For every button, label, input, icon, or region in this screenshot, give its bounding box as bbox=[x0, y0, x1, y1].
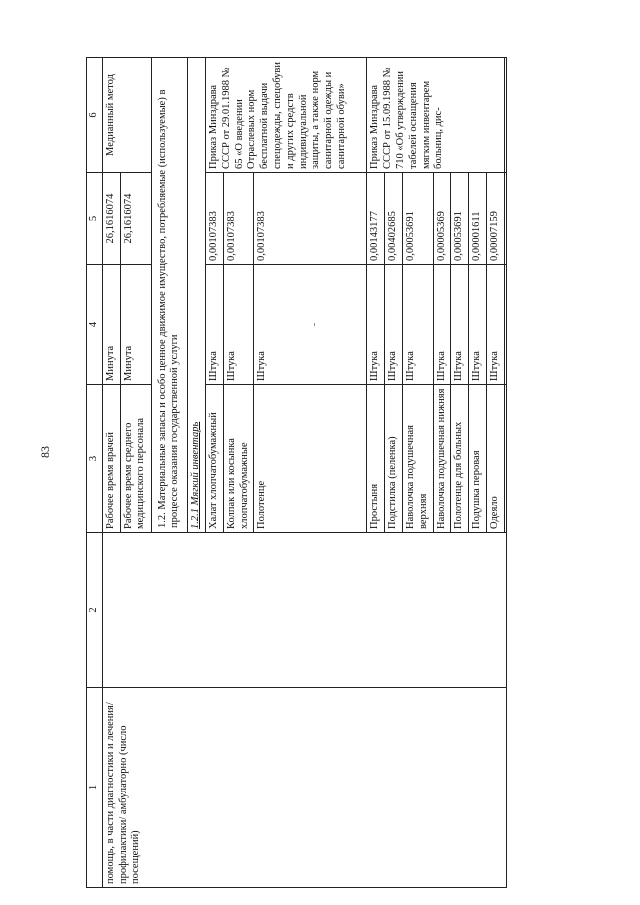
item-value: 0,00107383 bbox=[254, 173, 367, 265]
item-name: Подушка перовая bbox=[469, 385, 487, 533]
item-unit: Штука bbox=[451, 265, 469, 385]
item-value: 0,00007159 bbox=[486, 173, 504, 265]
filler-cell bbox=[504, 58, 506, 173]
item-name: Подстилка (пеленка) bbox=[385, 385, 403, 533]
item-unit: Штука bbox=[223, 265, 254, 385]
staff-value: 26,1616074 bbox=[102, 173, 120, 265]
item-unit: Штука bbox=[385, 265, 403, 385]
item-name: Наволочка подушечная верхняя bbox=[402, 385, 433, 533]
filler-cell bbox=[504, 173, 506, 265]
item-unit: Штука bbox=[402, 265, 433, 385]
method-cell: Приказ Минздрава СССР от 29.01.1988 № 65 «О введении Отраслевых норм бесплатной выдачи спецодежды, спецобуви и других средств индивидуальной защиты, а также норм санитарной одежды и санитарной обуви» bbox=[205, 58, 366, 173]
dash-mark: - bbox=[309, 322, 321, 327]
item-value: 0,00402685 bbox=[385, 173, 403, 265]
header-col-5: 5 bbox=[87, 173, 103, 265]
filler-cell bbox=[504, 385, 506, 533]
item-name: Полотенце bbox=[254, 385, 367, 533]
empty-col-2 bbox=[102, 533, 506, 688]
staff-unit: Минута bbox=[120, 265, 151, 385]
staff-value: 26,1616074 bbox=[120, 173, 151, 265]
item-unit: Штука bbox=[469, 265, 487, 385]
header-row bbox=[87, 58, 103, 888]
item-value: 0,00005369 bbox=[433, 173, 451, 265]
page-number: 83 bbox=[38, 446, 52, 458]
header-col-6: 6 bbox=[87, 58, 103, 173]
item-unit-text: Штука bbox=[256, 351, 268, 381]
item-unit: Штука bbox=[486, 265, 504, 385]
staff-name: Рабочее время врачей bbox=[102, 385, 120, 533]
item-value: 0,00053691 bbox=[451, 173, 469, 265]
header-col-2: 2 bbox=[87, 533, 103, 688]
item-name: Наволочка подушечная нижняя bbox=[433, 385, 451, 533]
item-name: Простыня bbox=[367, 385, 385, 533]
method-cell: Приказ Минздрава СССР от 15.09.1988 № 710 «Об утверждении табелей оснащения мягким инвентарем больниц, дис- bbox=[367, 58, 504, 173]
filler-cell bbox=[504, 265, 506, 385]
item-value: 0,00001611 bbox=[469, 173, 487, 265]
item-value: 0,00107383 bbox=[223, 173, 254, 265]
table-row bbox=[102, 58, 120, 888]
item-unit bbox=[254, 265, 367, 385]
staff-unit: Минута bbox=[102, 265, 120, 385]
item-value: 0,00143177 bbox=[367, 173, 385, 265]
item-name: Полотенце для больных bbox=[451, 385, 469, 533]
staff-name: Рабочее время среднего медицинского персонала bbox=[120, 385, 151, 533]
header-col-3: 3 bbox=[87, 385, 103, 533]
service-cell: помощь, в части диагностики и лечения/ профилактики/ амбулаторно (число посещений) bbox=[102, 688, 506, 888]
item-value: 0,00053691 bbox=[402, 173, 433, 265]
header-col-4: 4 bbox=[87, 265, 103, 385]
item-name: Одеяло bbox=[486, 385, 504, 533]
item-unit: Штука bbox=[205, 265, 223, 385]
item-value: 0,00107383 bbox=[205, 173, 223, 265]
item-name: Халат хлопчатобумажный bbox=[205, 385, 223, 533]
subsection-title: 1.2.1 Мягкий инвентарь bbox=[188, 58, 206, 533]
item-unit: Штука bbox=[367, 265, 385, 385]
staff-method: Медианный метод bbox=[102, 58, 151, 173]
norms-table bbox=[86, 57, 507, 888]
item-name: Колпак или косынка хлопчатобумажные bbox=[223, 385, 254, 533]
section-title: 1.2. Материальные запасы и особо ценное движимое имущество, потребляемые (используемые) в процессе оказания государственной услуги bbox=[151, 58, 188, 533]
header-col-1: 1 bbox=[87, 688, 103, 888]
rotated-page bbox=[86, 57, 507, 888]
item-unit: Штука bbox=[433, 265, 451, 385]
